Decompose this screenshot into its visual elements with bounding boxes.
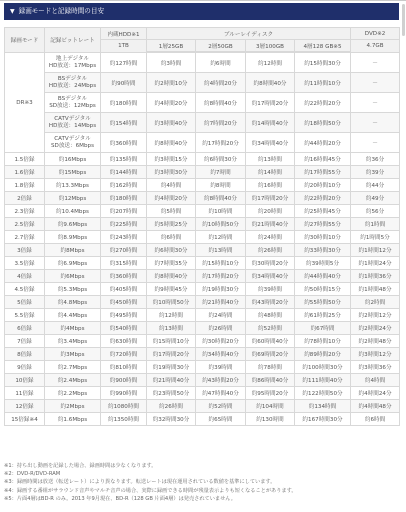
table-row bbox=[5, 374, 400, 387]
table-row bbox=[5, 413, 400, 426]
hdd-cell: 約1350時間 bbox=[101, 413, 147, 426]
bd-cell: 約6時間 bbox=[147, 231, 196, 244]
bd-cell: 約25時間45分 bbox=[295, 205, 351, 218]
bitrate-cell: 約3Mbps bbox=[45, 348, 101, 361]
table-row bbox=[5, 53, 400, 73]
bd-cell: 約14時間 bbox=[246, 166, 295, 179]
bd-cell: 約11時間10分 bbox=[295, 73, 351, 93]
bd-cell: 約134時間 bbox=[295, 400, 351, 413]
mode-cell: 3倍録 bbox=[5, 244, 45, 257]
col-header-hdd-cap: 1TB bbox=[101, 40, 147, 53]
hdd-cell: 約630時間 bbox=[101, 335, 147, 348]
mode-cell: 4倍録 bbox=[5, 270, 45, 283]
bd-cell: 約13時間 bbox=[147, 322, 196, 335]
bd-cell: 約78時間 bbox=[246, 361, 295, 374]
recording-time-table bbox=[4, 27, 400, 426]
mode-cell: 1.8倍録 bbox=[5, 179, 45, 192]
bd-cell: 約21時間40分 bbox=[196, 296, 246, 309]
bd-cell: 約22時間20分 bbox=[295, 192, 351, 205]
table-row bbox=[5, 309, 400, 322]
dvd-cell: 約1時間5分 bbox=[351, 231, 400, 244]
bd-cell: 約10時間50分 bbox=[147, 296, 196, 309]
dvd-cell: － bbox=[351, 113, 400, 133]
bd-cell: 約17時間20分 bbox=[246, 93, 295, 113]
table-row bbox=[5, 192, 400, 205]
hdd-cell: 約315時間 bbox=[101, 257, 147, 270]
bd-cell: 約3時間 bbox=[147, 53, 196, 73]
bd-cell: 約12時間 bbox=[147, 309, 196, 322]
bd-cell: 約95時間20分 bbox=[246, 387, 295, 400]
table-row bbox=[5, 179, 400, 192]
hdd-cell: 約405時間 bbox=[101, 283, 147, 296]
bd-cell: 約30時間20分 bbox=[246, 257, 295, 270]
bd-cell: 約24時間 bbox=[246, 231, 295, 244]
mode-cell: 2.3倍録 bbox=[5, 205, 45, 218]
hdd-cell: 約1080時間 bbox=[101, 400, 147, 413]
table-row bbox=[5, 166, 400, 179]
bitrate-cell: 約15Mbps bbox=[45, 166, 101, 179]
col-header-dvd-cap: 4.7GB bbox=[351, 40, 400, 53]
bitrate-cell: 約2Mbps bbox=[45, 400, 101, 413]
bd-cell: 約3時間40分 bbox=[147, 113, 196, 133]
bd-cell: 約3時間30分 bbox=[147, 166, 196, 179]
dvd-cell: 約1時間12分 bbox=[351, 244, 400, 257]
hdd-cell: 約270時間 bbox=[101, 244, 147, 257]
bd-cell: 約33時間30分 bbox=[295, 244, 351, 257]
bitrate-cell: CATVデジタル SD放送：6Mbps bbox=[45, 133, 101, 153]
mode-cell: 2.7倍録 bbox=[5, 231, 45, 244]
bd-cell: 約34時間40分 bbox=[196, 348, 246, 361]
bd-cell: 約26時間 bbox=[246, 244, 295, 257]
footnote: ※3：録画時間は放送（転送レート）により異なります。転送レートは現在運用されている数値を基準にしています。 bbox=[4, 479, 276, 486]
dvd-cell: 約1時間 bbox=[351, 218, 400, 231]
bd-cell: 約86時間40分 bbox=[246, 374, 295, 387]
bd-cell: 約12時間 bbox=[196, 231, 246, 244]
table-row bbox=[5, 218, 400, 231]
mode-cell: 7倍録 bbox=[5, 335, 45, 348]
mode-cell: 1.6倍録 bbox=[5, 166, 45, 179]
bd-cell: 約34時間40分 bbox=[246, 133, 295, 153]
bd-cell: 約122時間50分 bbox=[295, 387, 351, 400]
bitrate-cell: 約8Mbps bbox=[45, 244, 101, 257]
mode-cell: 2倍録 bbox=[5, 192, 45, 205]
dvd-cell: 約2時間12分 bbox=[351, 309, 400, 322]
col-header-bd-cap-4: 4層128 GB※5 bbox=[295, 40, 351, 52]
bitrate-cell: 約1.6Mbps bbox=[45, 413, 101, 426]
hdd-cell: 約450時間 bbox=[101, 296, 147, 309]
dvd-cell: 約3時間36分 bbox=[351, 361, 400, 374]
bd-cell: 約7時間 bbox=[196, 166, 246, 179]
bd-cell: 約20時間10分 bbox=[295, 179, 351, 192]
bitrate-cell: 約2.7Mbps bbox=[45, 361, 101, 374]
dvd-cell: 約36分 bbox=[351, 153, 400, 166]
hdd-cell: 約900時間 bbox=[101, 374, 147, 387]
table-row bbox=[5, 296, 400, 309]
bd-cell: 約26時間 bbox=[196, 322, 246, 335]
bitrate-cell: 約4.8Mbps bbox=[45, 296, 101, 309]
bd-cell: 約34時間40分 bbox=[246, 270, 295, 283]
mode-cell: 1.5倍録 bbox=[5, 153, 45, 166]
bd-cell: 約8時間40分 bbox=[147, 133, 196, 153]
bd-cell: 約39時間 bbox=[246, 283, 295, 296]
bd-cell: 約39時間5分 bbox=[295, 257, 351, 270]
bd-cell: 約19時間30分 bbox=[147, 361, 196, 374]
table-row bbox=[5, 400, 400, 413]
bitrate-cell: 約4.4Mbps bbox=[45, 309, 101, 322]
bd-cell: 約26時間 bbox=[147, 400, 196, 413]
bitrate-cell: 約12Mbps bbox=[45, 192, 101, 205]
bd-cell: 約15時間30分 bbox=[295, 53, 351, 73]
dvd-cell: 約3時間12分 bbox=[351, 348, 400, 361]
bd-cell: 約44時間20分 bbox=[295, 133, 351, 153]
bd-cell: 約6時間 bbox=[196, 53, 246, 73]
bd-cell: 約167時間30分 bbox=[295, 413, 351, 426]
mode-cell: 5倍録 bbox=[5, 296, 45, 309]
table-row bbox=[5, 270, 400, 283]
bd-cell: 約21時間40分 bbox=[147, 374, 196, 387]
bd-cell: 約6時間30分 bbox=[147, 244, 196, 257]
bitrate-cell: 約13.3Mbps bbox=[45, 179, 101, 192]
bitrate-cell: 約3.4Mbps bbox=[45, 335, 101, 348]
bd-cell: 約24時間 bbox=[196, 309, 246, 322]
section-header[interactable] bbox=[4, 3, 399, 20]
table-row bbox=[5, 113, 400, 133]
table-row bbox=[5, 153, 400, 166]
table-row bbox=[5, 205, 400, 218]
hdd-cell: 約360時間 bbox=[101, 270, 147, 283]
bd-cell: 約15時間10分 bbox=[147, 335, 196, 348]
dvd-cell: 約4時間 bbox=[351, 374, 400, 387]
mode-cell-dr: DR※3 bbox=[5, 53, 45, 153]
bd-cell: 約67時間 bbox=[295, 322, 351, 335]
table-row bbox=[5, 387, 400, 400]
hdd-cell: 約225時間 bbox=[101, 218, 147, 231]
col-header-bd-cap-1: 1層25GB bbox=[147, 40, 196, 52]
bd-cell: 約13時間 bbox=[196, 244, 246, 257]
scrollbar[interactable] bbox=[402, 4, 405, 36]
bitrate-cell: 地上デジタル HD放送：17Mbps bbox=[45, 53, 101, 73]
col-header-mode: 録画モード bbox=[5, 28, 45, 53]
bd-cell: 約4時間20分 bbox=[147, 93, 196, 113]
dvd-cell: － bbox=[351, 53, 400, 73]
mode-cell: 2.5倍録 bbox=[5, 218, 45, 231]
bd-cell: 約10時間 bbox=[196, 205, 246, 218]
table-row bbox=[5, 283, 400, 296]
bd-cell: 約5時間25分 bbox=[147, 218, 196, 231]
hdd-cell: 約127時間 bbox=[101, 53, 147, 73]
bd-cell: 約61時間25分 bbox=[295, 309, 351, 322]
triangle-down-icon[interactable]: ▼ bbox=[10, 8, 15, 15]
hdd-cell: 約162時間 bbox=[101, 179, 147, 192]
bd-cell: 約52時間 bbox=[246, 322, 295, 335]
footnote: ※5：片面4層はBD-R のみ。2013 年9月現在、BD-R（128 GB 片面4層）は発売されていません。 bbox=[4, 495, 236, 502]
dvd-cell: － bbox=[351, 73, 400, 93]
mode-cell: 8倍録 bbox=[5, 348, 45, 361]
bitrate-cell: 約9.6Mbps bbox=[45, 218, 101, 231]
bitrate-cell: 約8.9Mbps bbox=[45, 231, 101, 244]
hdd-cell: 約180時間 bbox=[101, 192, 147, 205]
table-row bbox=[5, 133, 400, 153]
hdd-cell: 約990時間 bbox=[101, 387, 147, 400]
bd-cell: 約20時間 bbox=[246, 205, 295, 218]
bd-cell: 約44時間40分 bbox=[295, 270, 351, 283]
bd-cell: 約13時間 bbox=[246, 153, 295, 166]
footnotes bbox=[4, 462, 399, 503]
bd-cell: 約78時間10分 bbox=[295, 335, 351, 348]
bd-cell: 約130時間 bbox=[246, 413, 295, 426]
table-row bbox=[5, 348, 400, 361]
bitrate-cell: BSデジタル SD放送：12Mbps bbox=[45, 93, 101, 113]
bd-cell: 約48時間 bbox=[246, 309, 295, 322]
bd-cell: 約7時間20分 bbox=[196, 113, 246, 133]
bd-cell: 約4時間20分 bbox=[147, 192, 196, 205]
bd-cell: 約32時間30分 bbox=[147, 413, 196, 426]
table-row bbox=[5, 335, 400, 348]
bd-cell: 約3時間15分 bbox=[147, 153, 196, 166]
mode-cell: 6倍録 bbox=[5, 322, 45, 335]
bd-cell: 約16時間45分 bbox=[295, 153, 351, 166]
bd-cell: 約8時間40分 bbox=[196, 192, 246, 205]
bd-cell: 約111時間40分 bbox=[295, 374, 351, 387]
col-header-bd-cap-3: 3層100GB bbox=[246, 40, 295, 52]
dvd-cell: － bbox=[351, 93, 400, 113]
bd-cell: 約9時間45分 bbox=[147, 283, 196, 296]
bitrate-cell: 約5.3Mbps bbox=[45, 283, 101, 296]
dvd-cell: 約56分 bbox=[351, 205, 400, 218]
bd-cell: 約27時間55分 bbox=[295, 218, 351, 231]
bd-cell: 約5時間 bbox=[147, 205, 196, 218]
bd-cell: 約17時間55分 bbox=[295, 166, 351, 179]
mode-cell: 4.5倍録 bbox=[5, 283, 45, 296]
table-row bbox=[5, 361, 400, 374]
hdd-cell: 約360時間 bbox=[101, 133, 147, 153]
dvd-cell: 約49分 bbox=[351, 192, 400, 205]
hdd-cell: 約540時間 bbox=[101, 322, 147, 335]
hdd-cell: 約720時間 bbox=[101, 348, 147, 361]
bitrate-cell: 約2.4Mbps bbox=[45, 374, 101, 387]
bd-cell: 約7時間35分 bbox=[147, 257, 196, 270]
dvd-cell: 約6時間 bbox=[351, 413, 400, 426]
bd-cell: 約8時間40分 bbox=[147, 270, 196, 283]
bd-cell: 約8時間40分 bbox=[246, 73, 295, 93]
bd-cell: 約4時間 bbox=[147, 179, 196, 192]
bd-cell: 約6時間30分 bbox=[196, 153, 246, 166]
bd-cell: 約4時間20分 bbox=[196, 73, 246, 93]
col-header-hdd: 内蔵HDD※1 bbox=[101, 28, 147, 40]
table-row bbox=[5, 322, 400, 335]
table-row bbox=[5, 73, 400, 93]
table-row bbox=[5, 244, 400, 257]
bd-cell: 約69時間20分 bbox=[246, 348, 295, 361]
bd-cell: 約52時間 bbox=[196, 400, 246, 413]
bd-cell: 約17時間20分 bbox=[246, 192, 295, 205]
dvd-cell: 約39分 bbox=[351, 166, 400, 179]
bd-cell: 約17時間20分 bbox=[147, 348, 196, 361]
bd-cell: 約30時間20分 bbox=[196, 335, 246, 348]
bd-cell: 約19時間30分 bbox=[196, 283, 246, 296]
col-header-bd-cap-2: 2層50GB bbox=[196, 40, 246, 52]
bitrate-cell: BSデジタル HD放送：24Mbps bbox=[45, 73, 101, 93]
bd-cell: 約43時間20分 bbox=[196, 374, 246, 387]
dvd-cell: 約4時間24分 bbox=[351, 387, 400, 400]
bd-cell: 約47時間40分 bbox=[196, 387, 246, 400]
bd-cell: 約14時間40分 bbox=[246, 113, 295, 133]
dvd-cell: 約44分 bbox=[351, 179, 400, 192]
bd-cell: 約12時間 bbox=[246, 53, 295, 73]
mode-cell: 10倍録 bbox=[5, 374, 45, 387]
bd-cell: 約50時間15分 bbox=[295, 283, 351, 296]
hdd-cell: 約243時間 bbox=[101, 231, 147, 244]
footnote: ※1：持ち出し動画を記録した場合、録画時間は少なくなります。 bbox=[4, 463, 157, 469]
hdd-cell: 約495時間 bbox=[101, 309, 147, 322]
bd-cell: 約17時間20分 bbox=[196, 270, 246, 283]
bitrate-cell: 約10.4Mbps bbox=[45, 205, 101, 218]
hdd-cell: 約144時間 bbox=[101, 166, 147, 179]
col-header-bd: ブルーレイディスク bbox=[147, 28, 351, 40]
bd-cell: 約2時間10分 bbox=[147, 73, 196, 93]
dvd-cell: 約4時間48分 bbox=[351, 400, 400, 413]
mode-cell: 3.5倍録 bbox=[5, 257, 45, 270]
dvd-cell: 約1時間36分 bbox=[351, 270, 400, 283]
bitrate-cell: CATVデジタル HD放送：14Mbps bbox=[45, 113, 101, 133]
col-header-dvd: DVD※2 bbox=[351, 28, 400, 40]
bd-cell: 約60時間40分 bbox=[246, 335, 295, 348]
hdd-cell: 約135時間 bbox=[101, 153, 147, 166]
bitrate-cell: 約6.9Mbps bbox=[45, 257, 101, 270]
mode-cell: 12倍録 bbox=[5, 400, 45, 413]
col-header-bitrate: 記録ビットレート bbox=[45, 28, 101, 53]
mode-cell: 9倍録 bbox=[5, 361, 45, 374]
table-row bbox=[5, 93, 400, 113]
mode-cell: 5.5倍録 bbox=[5, 309, 45, 322]
bd-cell: 約89時間20分 bbox=[295, 348, 351, 361]
bitrate-cell: 約4Mbps bbox=[45, 322, 101, 335]
bd-cell: 約18時間50分 bbox=[295, 113, 351, 133]
table-row bbox=[5, 231, 400, 244]
dvd-cell: － bbox=[351, 133, 400, 153]
bd-cell: 約8時間40分 bbox=[196, 93, 246, 113]
bd-cell: 約23時間50分 bbox=[147, 387, 196, 400]
dvd-cell: 約2時間 bbox=[351, 296, 400, 309]
bd-cell: 約100時間30分 bbox=[295, 361, 351, 374]
top-divider bbox=[0, 0, 406, 1]
bitrate-cell: 約2.2Mbps bbox=[45, 387, 101, 400]
bd-cell: 約22時間20分 bbox=[295, 93, 351, 113]
bd-cell: 約39時間 bbox=[196, 361, 246, 374]
hdd-cell: 約207時間 bbox=[101, 205, 147, 218]
bd-cell: 約21時間40分 bbox=[246, 218, 295, 231]
bd-cell: 約55時間50分 bbox=[295, 296, 351, 309]
bd-cell: 約17時間20分 bbox=[196, 133, 246, 153]
footnote: ※2：DVD-R/DVD-RAM bbox=[4, 471, 61, 478]
bd-cell: 約30時間10分 bbox=[295, 231, 351, 244]
dvd-cell: 約1時間48分 bbox=[351, 283, 400, 296]
mode-cell: 11倍録 bbox=[5, 387, 45, 400]
bd-cell: 約8時間 bbox=[196, 179, 246, 192]
bd-cell: 約104時間 bbox=[246, 400, 295, 413]
footnote: ※4：録画する番組がサラウンド音声やマルチ音声の場合、実際に録画できる時間が残量表示よりも短くなることがあります。 bbox=[4, 487, 297, 494]
bd-cell: 約10時間50分 bbox=[196, 218, 246, 231]
dvd-cell: 約2時間48分 bbox=[351, 335, 400, 348]
bitrate-cell: 約16Mbps bbox=[45, 153, 101, 166]
bitrate-cell: 約6Mbps bbox=[45, 270, 101, 283]
dvd-cell: 約2時間24分 bbox=[351, 322, 400, 335]
hdd-cell: 約810時間 bbox=[101, 361, 147, 374]
hdd-cell: 約90時間 bbox=[101, 73, 147, 93]
hdd-cell: 約154時間 bbox=[101, 113, 147, 133]
bd-cell: 約15時間10分 bbox=[196, 257, 246, 270]
mode-cell: 15倍録※4 bbox=[5, 413, 45, 426]
bd-cell: 約43時間20分 bbox=[246, 296, 295, 309]
hdd-cell: 約180時間 bbox=[101, 93, 147, 113]
bd-cell: 約65時間 bbox=[196, 413, 246, 426]
table-row bbox=[5, 257, 400, 270]
bd-cell: 約16時間 bbox=[246, 179, 295, 192]
dvd-cell: 約1時間24分 bbox=[351, 257, 400, 270]
section-title: 録画モードと記録時間の目安 bbox=[18, 7, 105, 15]
